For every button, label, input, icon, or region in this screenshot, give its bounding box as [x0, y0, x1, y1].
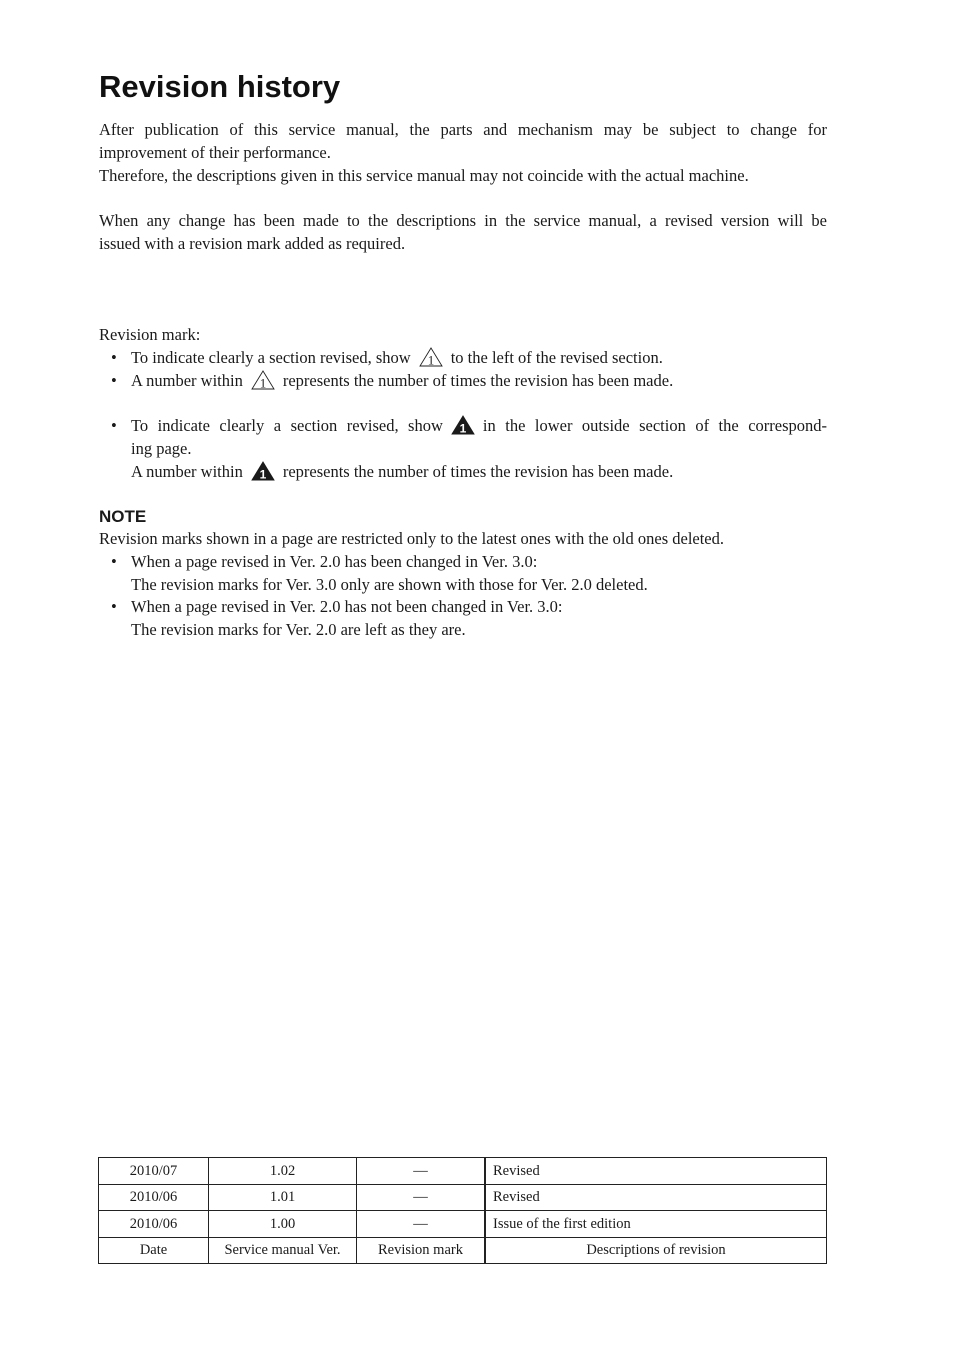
table-cell-version: 1.02	[209, 1158, 357, 1185]
table-row	[99, 1158, 827, 1185]
table-row	[99, 1184, 827, 1211]
note-item-1: • When a page revised in Ver. 2.0 has been changed in Ver. 3.0: The revision marks for Ver. 3.0 only are shown with those for Ver. 2.0 deleted.	[131, 551, 827, 597]
svg-text:1: 1	[459, 421, 467, 435]
revision-mark-outline-triangle-icon	[251, 370, 275, 390]
revision-mark-bullet-1: • To indicate clearly a section revised, show 1 to the left of the revised section.	[131, 347, 827, 370]
table-header-date: Date	[99, 1237, 209, 1264]
svg-text:1: 1	[259, 375, 267, 390]
intro-paragraph-2: Therefore, the descriptions given in this service manual may not coincide with the actual machine.	[99, 165, 749, 185]
table-cell-description: Revised	[485, 1158, 827, 1185]
table-cell-version: 1.01	[209, 1184, 357, 1211]
table-cell-description: Issue of the first edition	[485, 1211, 827, 1238]
revision-table	[98, 1157, 827, 1264]
revision-mark-bullet-1-line-2: • A number within 1 represents the number of times the revision has been made.	[131, 370, 827, 393]
table-cell-mark: —	[357, 1211, 486, 1238]
intro-paragraph-1: After publication of this service manual, the parts and mechanism may be subject to change for improvement of their performance.	[99, 120, 827, 162]
svg-text:1: 1	[427, 352, 434, 367]
table-header-row	[99, 1237, 827, 1264]
note-item-2: • When a page revised in Ver. 2.0 has not been changed in Ver. 3.0: The revision marks for Ver. 2.0 are left as they are.	[131, 596, 827, 642]
table-row	[99, 1211, 827, 1238]
table-cell-mark: —	[357, 1158, 486, 1185]
revision-mark-label: Revision mark:	[99, 325, 201, 344]
table-cell-date: 2010/07	[99, 1158, 209, 1185]
note-heading: NOTE	[99, 507, 147, 526]
revision-mark-outline-triangle-icon	[419, 347, 443, 367]
table-header-mark: Revision mark	[357, 1237, 486, 1264]
table-header-description: Descriptions of revision	[485, 1237, 827, 1264]
page-title: Revision history	[99, 69, 341, 104]
note-text: Revision marks shown in a page are restricted only to the latest ones with the old ones deleted.	[99, 529, 725, 548]
revision-mark-bullet-2: • To indicate clearly a section revised, show 1 in the lower outside section of the correspond- ing page. A number within 1 represents the number of times the revision has been made.	[131, 415, 827, 483]
table-cell-date: 2010/06	[99, 1211, 209, 1238]
table-cell-mark: —	[357, 1184, 486, 1211]
table-header-version: Service manual Ver.	[209, 1237, 357, 1264]
intro-paragraph-3: When any change has been made to the descriptions in the service manual, a revised version will be issued with a revision mark added as required.	[99, 211, 827, 253]
table-cell-date: 2010/06	[99, 1184, 209, 1211]
revision-mark-filled-triangle-icon	[251, 461, 275, 481]
svg-text:1: 1	[259, 467, 267, 481]
revision-mark-filled-triangle-icon	[451, 415, 475, 435]
table-cell-description: Revised	[485, 1184, 827, 1211]
table-cell-version: 1.00	[209, 1211, 357, 1238]
